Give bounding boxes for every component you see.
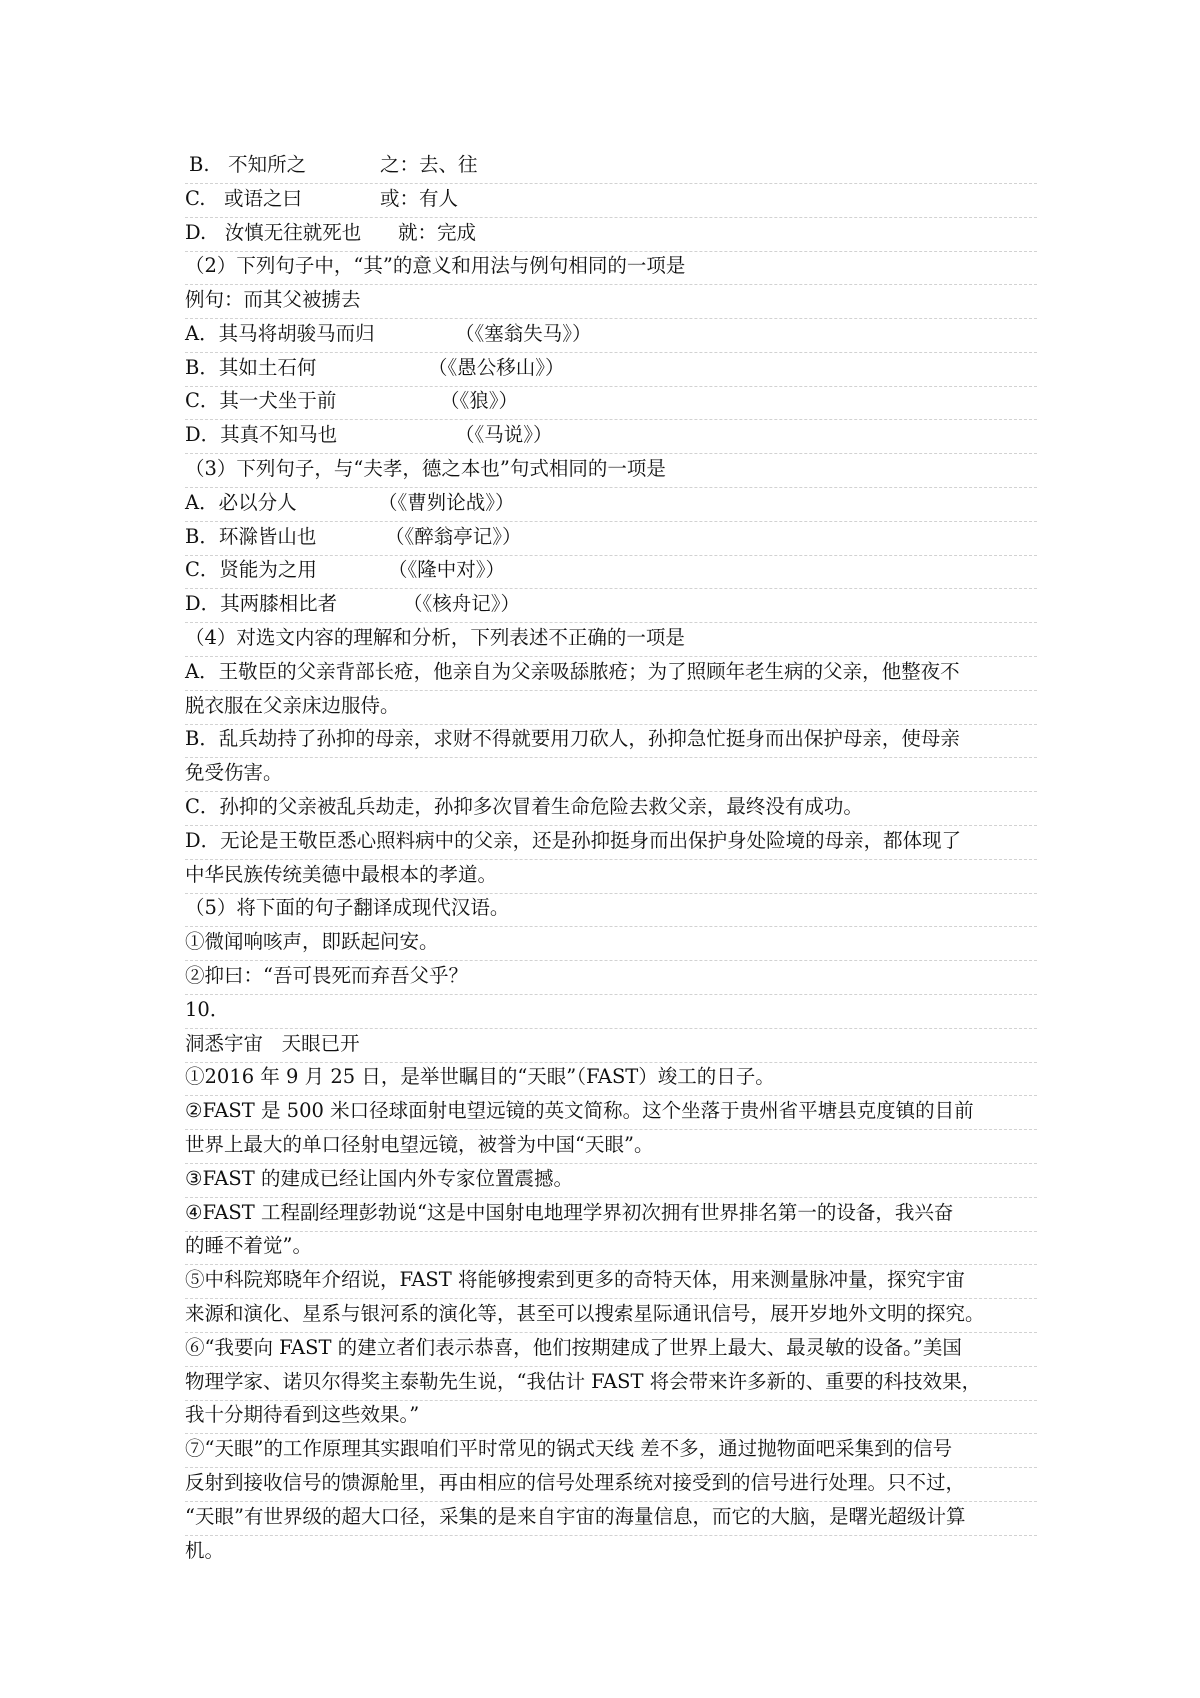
option-source: （《醉翁亭记》） <box>385 525 522 548</box>
q10-paragraph-7-line4: 机。 <box>185 1539 225 1562</box>
q9-sub3-option-a <box>185 488 1037 522</box>
q10-paragraph-1: ①2016 年 9 月 25 日，是举世瞩目的“天眼”（FAST）竣工的日子。 <box>185 1062 1037 1096</box>
option-source: （《马说》） <box>455 423 553 446</box>
option-text: A．必以分人 <box>185 491 297 514</box>
option-text: B．其如土石何 <box>185 356 317 379</box>
q9-sub4-option-c: C．孙抑的父亲被乱兵劫走，孙抑多次冒着生命危险去救父亲，最终没有成功。 <box>185 792 1037 826</box>
q10-paragraph-7-line3: “天眼”有世界级的超大口径，采集的是来自宇宙的海量信息，而它的大脑，是曙光超级计算 <box>185 1502 1037 1536</box>
q10-paragraph-7-line1: ⑦“天眼”的工作原理其实跟咱们平时常见的锅式天线 差不多，通过抛物面吧采集到的信号 <box>185 1434 1037 1468</box>
q9-sub4-option-d-line1: D．无论是王敬臣悉心照料病中的父亲，还是孙抑挺身而出保护身处险境的母亲，都体现了 <box>185 826 1037 860</box>
option-text: D. 汝慎无往就死也 <box>185 221 362 244</box>
q9-sub4-option-d-line2: 中华民族传统美德中最根本的孝道。 <box>185 860 1037 894</box>
q10-paragraph-2-line1: ②FAST 是 500 米口径球面射电望远镜的英文简称。这个坐落于贵州省平塘县克度镇的目前 <box>185 1096 1037 1130</box>
q10-paragraph-4-line2: 的睡不着觉”。 <box>185 1231 1037 1265</box>
q10-paragraph-6-line1: ⑥“我要向 FAST 的建立者们表示恭喜，他们按期建成了世界上最大、最灵敏的设备。”美国 <box>185 1333 1037 1367</box>
q9-sub2-option-b <box>185 353 1037 387</box>
q9-sub3-option-c <box>185 555 1037 589</box>
option-source: （《狼》） <box>440 389 519 412</box>
q9-option-b <box>185 150 1037 184</box>
q10-number: 10． <box>185 995 1037 1029</box>
option-source: （《隆中对》） <box>388 558 506 581</box>
q10-paragraph-6-line3: 我十分期待看到这些效果。” <box>185 1400 1037 1434</box>
q9-sub4-option-a-line1: A．王敬臣的父亲背部长疮，他亲自为父亲吸舔脓疮；为了照顾年老生病的父亲，他整夜不 <box>185 657 1037 691</box>
option-gloss: 或：有人 <box>380 187 459 210</box>
option-source: （《核舟记》） <box>403 592 521 615</box>
q10-paragraph-5-line1: ⑤中科院郑晓年介绍说，FAST 将能够搜索到更多的奇特天体，用来测量脉冲量，探究宇宙 <box>185 1265 1037 1299</box>
option-text: D．其真不知马也 <box>185 423 338 446</box>
q9-sub5-sentence-1: ①微闻响咳声，即跃起问安。 <box>185 927 1037 961</box>
option-text: C．其一犬坐于前 <box>185 389 337 412</box>
q9-sub2-option-d <box>185 420 1037 454</box>
option-text: B．环滁皆山也 <box>185 525 317 548</box>
option-text: C. 或语之曰 <box>185 187 303 210</box>
q10-paragraph-3: ③FAST 的建成已经让国内外专家位置震撼。 <box>185 1164 1037 1198</box>
q10-paragraph-7-line2: 反射到接收信号的馈源舱里，再由相应的信号处理系统对接受到的信号进行处理。只不过， <box>185 1468 1037 1502</box>
q9-sub4-option-b-line1: B．乱兵劫持了孙抑的母亲，求财不得就要用刀砍人，孙抑急忙挺身而出保护母亲，使母亲 <box>185 724 1037 758</box>
q10-paragraph-5-line2: 来源和演化、星系与银河系的演化等，甚至可以搜索星际通讯信号，展开岁地外文明的探究。 <box>185 1299 1037 1333</box>
q9-sub3-option-b <box>185 522 1037 556</box>
option-gloss: 就：完成 <box>398 221 477 244</box>
option-source: （《曹刿论战》） <box>378 491 515 514</box>
q10-title: 洞悉宇宙 天眼已开 <box>185 1029 1037 1063</box>
option-gloss: 之：去、往 <box>380 153 478 176</box>
q9-option-d <box>185 218 1037 252</box>
q9-sub2-example: 例句：而其父被掳去 <box>185 285 1037 319</box>
q9-sub5-sentence-2: ②抑曰：“吾可畏死而弃吾父乎？ <box>185 961 1037 995</box>
q9-sub4-prompt: （4）对选文内容的理解和分析，下列表述不正确的一项是 <box>185 623 1037 657</box>
q9-sub5-prompt: （5）将下面的句子翻译成现代汉语。 <box>185 893 1037 927</box>
q10-paragraph-2-line2: 世界上最大的单口径射电望远镜，被誉为中国“天眼”。 <box>185 1130 1037 1164</box>
q9-sub2-option-a <box>185 319 1037 353</box>
option-text: A．其马将胡骏马而归 <box>185 322 375 345</box>
q9-option-c <box>185 184 1037 218</box>
option-text: D．其两膝相比者 <box>185 592 338 615</box>
q10-paragraph-4-line1: ④FAST 工程副经理彭勃说“这是中国射电地理学界初次拥有世界排名第一的设备，我兴奋 <box>185 1198 1037 1232</box>
q9-sub3-option-d <box>185 589 1037 623</box>
q10-paragraph-6-line2: 物理学家、诺贝尔得奖主泰勒先生说，“我估计 FAST 将会带来许多新的、重要的科技效果， <box>185 1367 1037 1401</box>
q9-sub2-prompt: （2）下列句子中，“其”的意义和用法与例句相同的一项是 <box>185 251 1037 285</box>
option-source: （《愚公移山》） <box>428 356 565 379</box>
q9-sub3-prompt: （3）下列句子，与“夫孝，德之本也”句式相同的一项是 <box>185 454 1037 488</box>
q9-sub2-option-c <box>185 386 1037 420</box>
option-text: C．贤能为之用 <box>185 558 317 581</box>
q9-sub4-option-b-line2: 免受伤害。 <box>185 758 1037 792</box>
option-source: （《塞翁失马》） <box>455 322 592 345</box>
q9-sub4-option-a-line2: 脱衣服在父亲床边服侍。 <box>185 691 1037 725</box>
option-text: B. 不知所之 <box>189 153 307 176</box>
